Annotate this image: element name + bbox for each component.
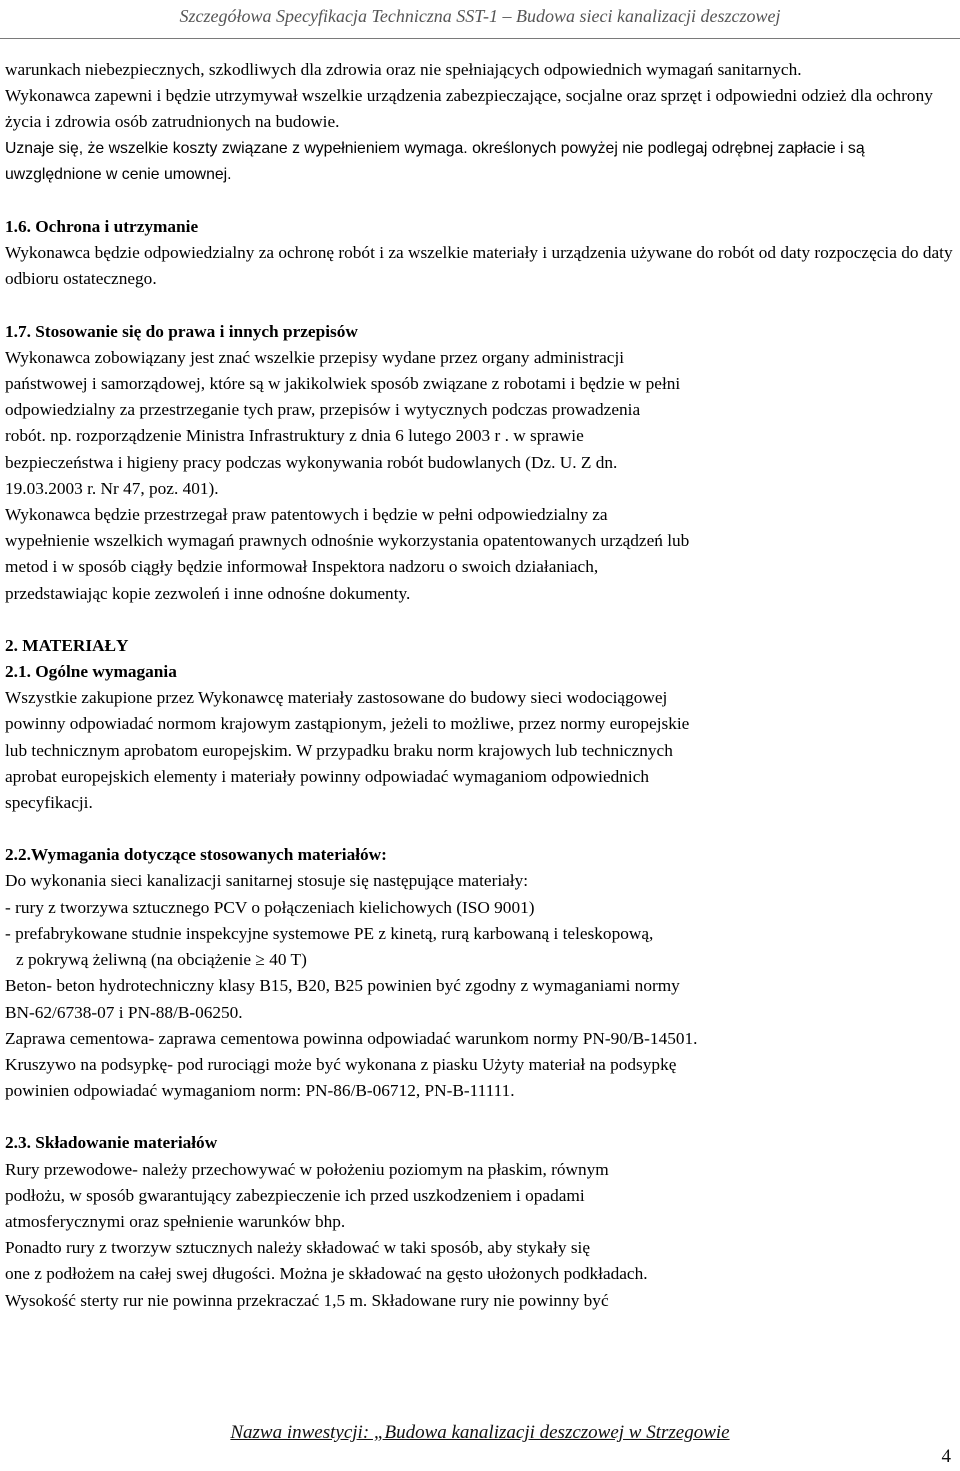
section-heading-2-3: 2.3. Składowanie materiałów xyxy=(5,1133,218,1153)
text-line: Zaprawa cementowa- zaprawa cementowa powinna odpowiadać warunkom normy PN-90/B-14501. xyxy=(5,1028,698,1048)
list-item-continuation: z pokrywą żeliwną (na obciążenie ≥ 40 T) xyxy=(16,950,307,970)
spacer xyxy=(5,607,955,633)
page-content xyxy=(5,57,955,1314)
text-line: państwowej i samorządowej, które są w jakikolwiek sposób związane z robotami i będzie w pełni xyxy=(5,374,681,394)
footer-investment-name: Nazwa inwestycji: „Budowa kanalizacji deszczowej w Strzegowie xyxy=(230,1422,730,1443)
text-line: lub technicznym aprobatom europejskim. W przypadku braku norm krajowych lub technicznych xyxy=(5,740,673,760)
text-line: Rury przewodowe- należy przechowywać w położeniu poziomym na płaskim, równym xyxy=(5,1159,609,1179)
text-line: metod i w sposób ciągły będzie informował Inspektora nadzoru o swoich działaniach, xyxy=(5,557,599,577)
section-heading-2: 2. MATERIAŁY xyxy=(5,635,129,655)
text-line: przedstawiając kopie zezwoleń i inne odnośne dokumenty. xyxy=(5,583,411,603)
text-line: Beton- beton hydrotechniczny klasy B15, B20, B25 powinien być zgodny z wymaganiami normy xyxy=(5,976,680,996)
spacer xyxy=(5,293,955,319)
text-line: aprobat europejskich elementy i materiały powinny odpowiadać wymaganiom odpowiednich xyxy=(5,766,650,786)
section-heading-1-6: 1.6. Ochrona i utrzymanie xyxy=(5,217,199,237)
text-line: powinny odpowiadać normom krajowym zastąpionym, jeżeli to możliwe, przez normy europejskie xyxy=(5,714,690,734)
text-line: wypełnienie wszelkich wymagań prawnych odnośnie wykorzystania opatentowanych urządzeń lub xyxy=(5,531,690,551)
text-line: Do wykonania sieci kanalizacji sanitarnej stosuje się następujące materiały: xyxy=(5,871,529,891)
text-line: BN-62/6738-07 i PN-88/B-06250. xyxy=(5,1002,243,1022)
spacer xyxy=(5,1104,955,1130)
text-line: Wykonawca będzie przestrzegał praw patentowych i będzie w pełni odpowiedzialny za xyxy=(5,505,608,525)
list-item: - rury z tworzywa sztucznego PCV o połączeniach kielichowych (ISO 9001) xyxy=(5,897,535,917)
text-line: atmosferycznymi oraz spełnienie warunków bhp. xyxy=(5,1211,346,1231)
paragraph-protection: Wykonawca będzie odpowiedzialny za ochronę robót i za wszelkie materiały i urządzenia używane do robót od daty rozpoczęcia do daty odbioru ostatecznego. xyxy=(5,243,953,289)
text-line: Ponadto rury z tworzyw sztucznych należy składować w taki sposób, aby stykały się xyxy=(5,1238,591,1258)
text-line: Wysokość sterty rur nie powinna przekraczać 1,5 m. Składowane rury nie powinny być xyxy=(5,1290,609,1310)
text-line: Wszystkie zakupione przez Wykonawcę materiały zastosowane do budowy sieci wodociągowej xyxy=(5,688,668,708)
text-line: powinien odpowiadać wymaganiom norm: PN-86/B-06712, PN-B-11111. xyxy=(5,1081,515,1101)
header-divider xyxy=(0,38,960,39)
paragraph-hygiene: warunkach niebezpiecznych, szkodliwych dla zdrowia oraz nie spełniających odpowiednich wymagań sanitarnych. xyxy=(5,60,802,79)
section-heading-2-2: 2.2.Wymagania dotyczące stosowanych materiałów: xyxy=(5,845,387,865)
text-line: Wykonawca zobowiązany jest znać wszelkie przepisy wydane przez organy administracji xyxy=(5,347,625,367)
paragraph-safety-equipment: Wykonawca zapewni i będzie utrzymywał wszelkie urządzenia zabezpieczające, socjalne oraz sprzęt i odpowiedni odzież dla ochrony życia i zdrowia osób zatrudnionych na budowie. xyxy=(5,86,933,132)
text-line: specyfikacji. xyxy=(5,793,93,813)
spacer xyxy=(5,816,955,842)
running-header: Szczegółowa Specyfikacja Techniczna SST-1 – Budowa sieci kanalizacji deszczowej xyxy=(179,6,781,26)
text-line: robót. np. rozporządzenie Ministra Infrastruktury z dnia 6 lutego 2003 r . w sprawie xyxy=(5,426,584,446)
text-line: bezpieczeństwa i higieny pracy podczas wykonywania robót budowlanych (Dz. U. Z dn. xyxy=(5,452,618,472)
paragraph-costs: Uznaje się, że wszelkie koszty związane z wypełnieniem wymaga. określonych powyżej nie podlegaj odrębnej zapłacie i są uwzględnione w cenie umownej. xyxy=(5,139,865,183)
text-line: podłożu, w sposób gwarantujący zabezpieczenie ich przed uszkodzeniem i opadami xyxy=(5,1185,585,1205)
list-item: - prefabrykowane studnie inspekcyjne systemowe PE z kinetą, rurą karbowaną i teleskopową, xyxy=(5,923,654,943)
text-line: 19.03.2003 r. Nr 47, poz. 401). xyxy=(5,478,219,498)
text-line: one z podłożem na całej swej długości. Można je składować na gęsto ułożonych podkładach. xyxy=(5,1264,648,1284)
text-line: Kruszywo na podsypkę- pod rurociągi może być wykonana z piasku Użyty materiał na podsypkę xyxy=(5,1054,677,1074)
spacer xyxy=(5,188,955,214)
text-line: odpowiedzialny za przestrzeganie tych praw, przepisów i wytycznych podczas prowadzenia xyxy=(5,400,641,420)
page-number: 4 xyxy=(941,1446,951,1467)
section-heading-1-7: 1.7. Stosowanie się do prawa i innych przepisów xyxy=(5,321,358,341)
section-heading-2-1: 2.1. Ogólne wymagania xyxy=(5,662,177,682)
